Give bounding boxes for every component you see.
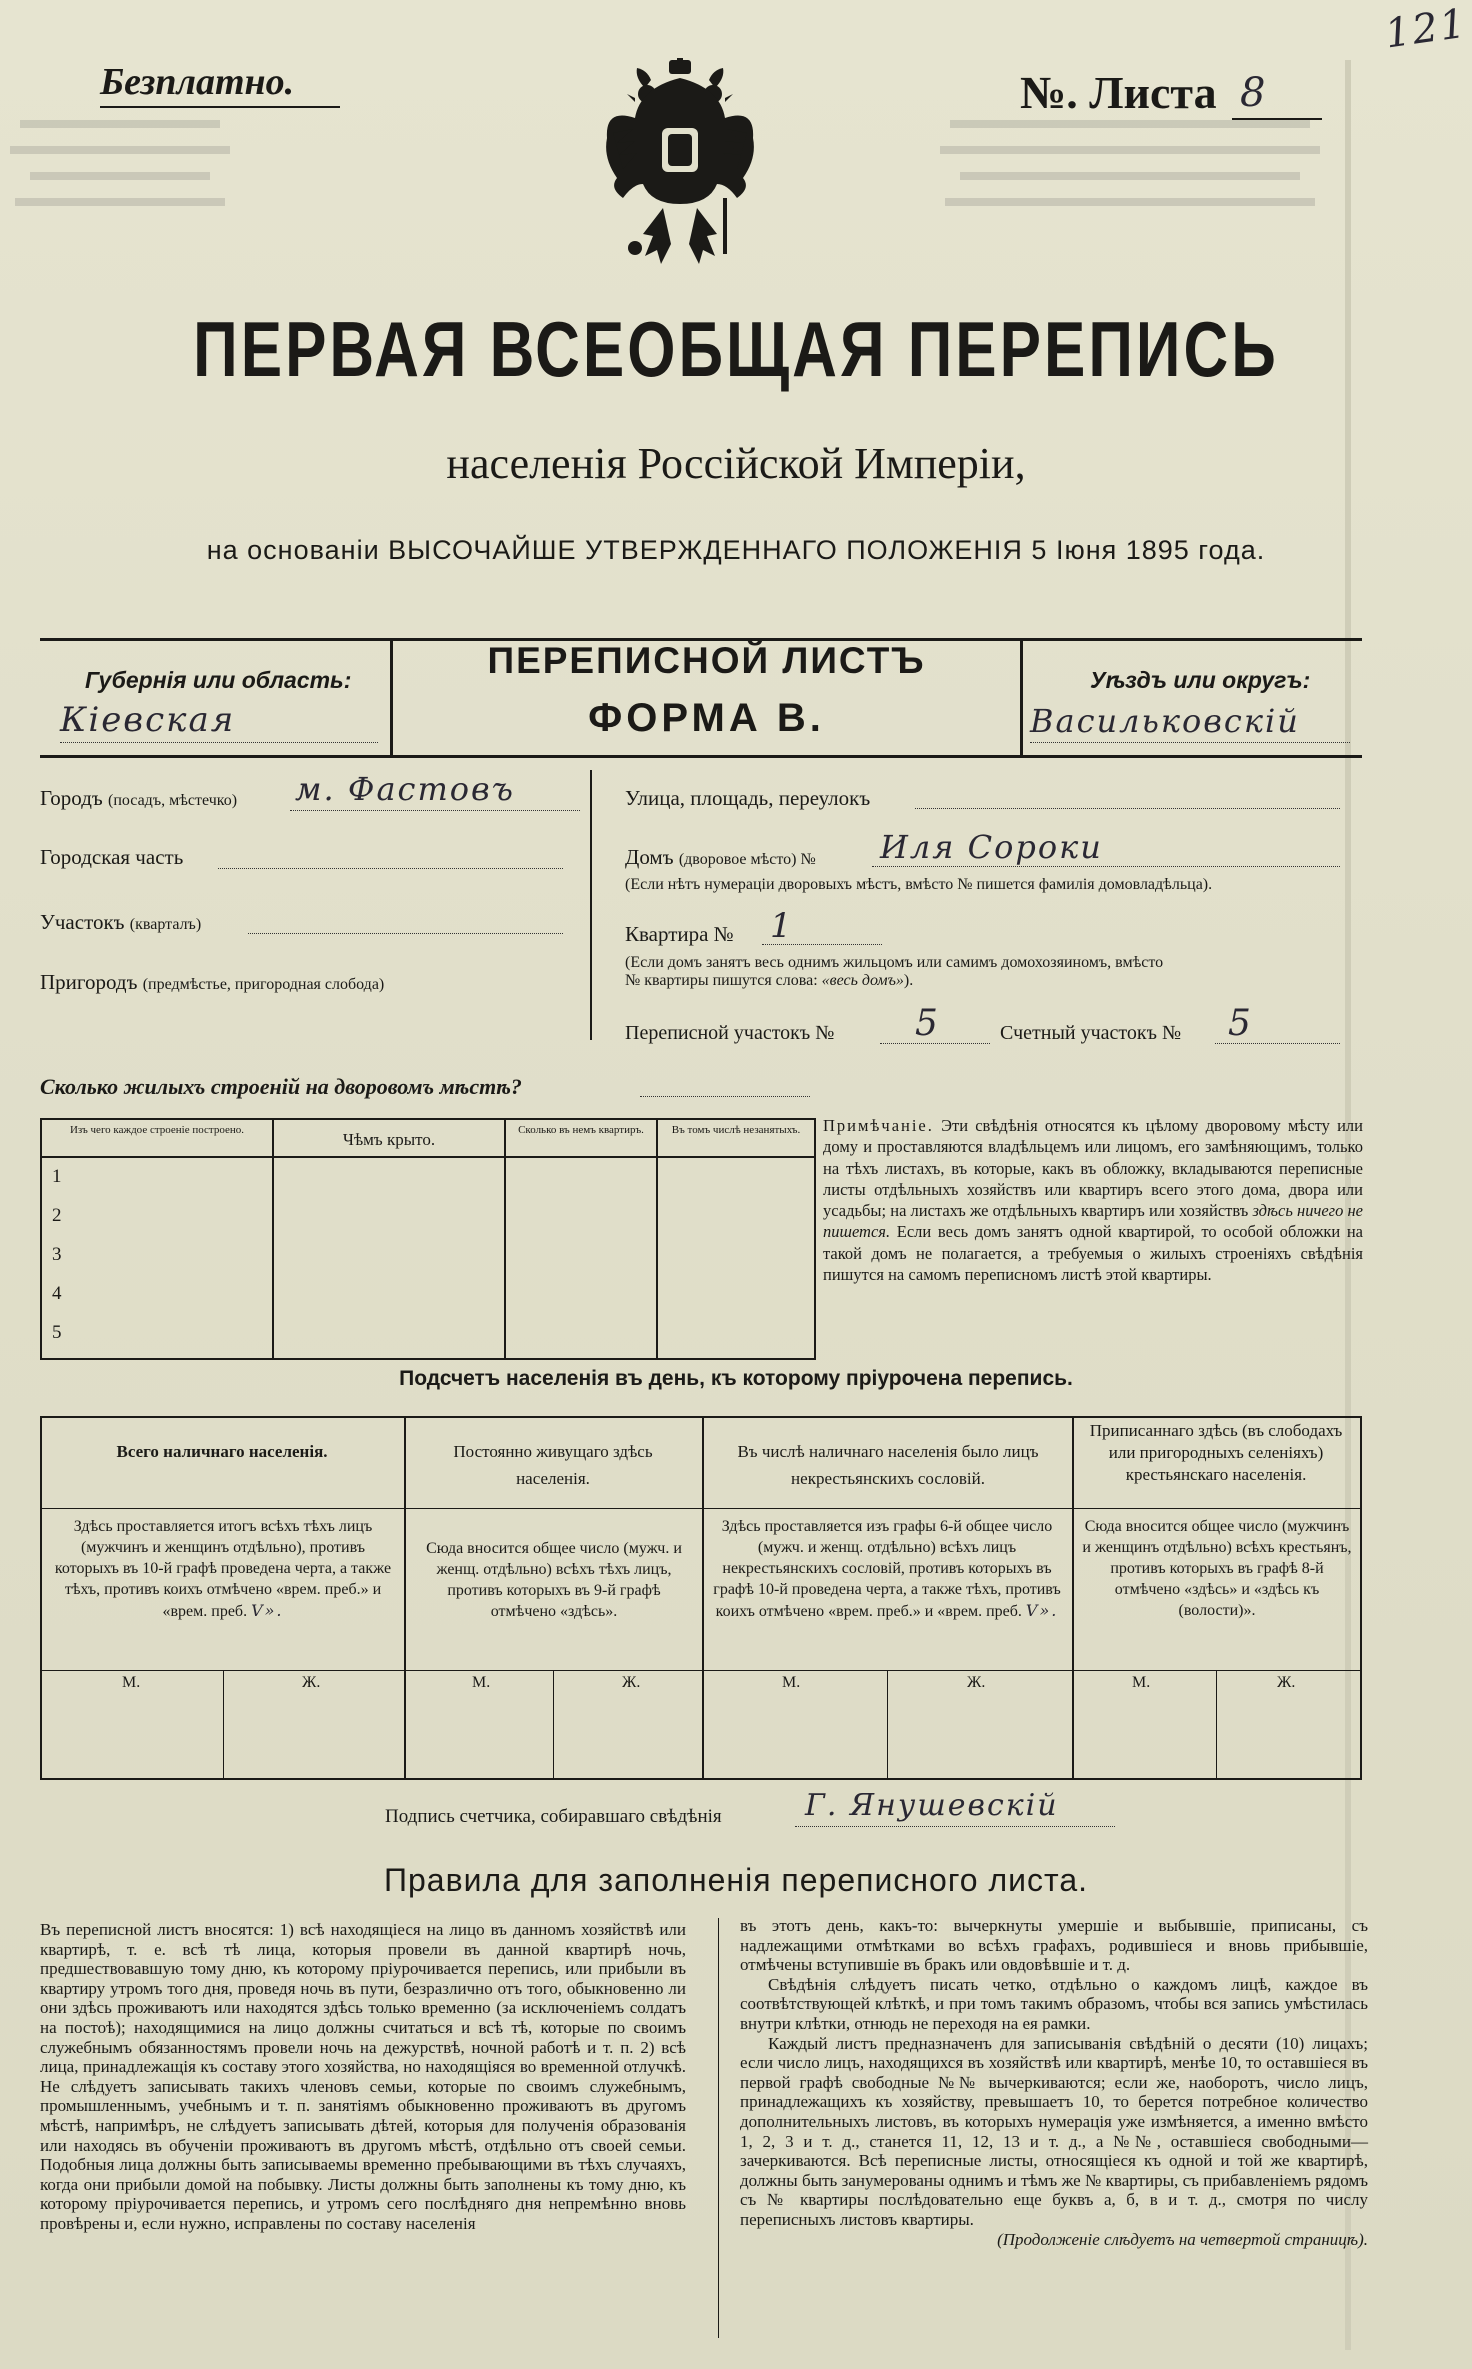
rules-continued: (Продолженіе слѣдуетъ на четвертой страницѣ). xyxy=(997,2229,1368,2249)
buildings-row-3: 3 xyxy=(52,1244,62,1265)
population-col-div-1 xyxy=(404,1418,406,1778)
pop-col-3-body: Здѣсь проставляется изъ графы 6-й общее число (мужч. и женщ. отдѣльно) всѣхъ лицъ некрестьянскихъ сословій, противъ которыхъ въ графѣ 10-й проведена черта, а также тѣхъ, противъ коихъ отмѣчено «врем. преб.» и «врем. преб. V». xyxy=(713,1518,1061,1620)
buildings-col-material: Изъ чего каждое строеніе построено. xyxy=(69,1124,245,1136)
main-subtitle: населенія Россійской Имперіи, xyxy=(446,439,1026,488)
rules-title: Правила для заполненія переписного листа. xyxy=(384,1862,1088,1898)
pop-col-1-female: Ж. xyxy=(302,1674,321,1691)
count-section-line xyxy=(1215,1043,1340,1044)
location-divider xyxy=(590,770,592,1040)
census-section-label: Переписной участокъ № xyxy=(625,1022,835,1044)
legal-basis: на основаніи ВЫСОЧАЙШЕ УТВЕРЖДЕННАГО ПОЛОЖЕНІЯ 5 Іюня 1895 года. xyxy=(206,535,1266,565)
free-underline xyxy=(100,106,340,108)
census-section-value: 5 xyxy=(915,1003,940,1044)
signature-label: Подпись счетчика, собиравшаго свѣдѣнія xyxy=(385,1806,722,1827)
buildings-col-roof: Чѣмъ крыто. xyxy=(342,1130,436,1149)
population-mf-div-4 xyxy=(1216,1670,1217,1778)
pop-col-3-female: Ж. xyxy=(967,1674,986,1691)
pop-col-2-female: Ж. xyxy=(622,1674,641,1691)
pop-col-4-female: Ж. xyxy=(1277,1674,1296,1691)
buildings-question-line xyxy=(640,1096,810,1097)
buildings-col-vacant: Въ томъ числѣ незанятыхъ. xyxy=(671,1124,801,1136)
sheet-number-label: №. Листа xyxy=(1020,67,1217,118)
population-mf-div-1 xyxy=(223,1670,224,1778)
house-field: Домъ (дворовое мѣсто) № xyxy=(625,845,816,869)
pop-col-4-head: Приписаннаго здѣсь (въ слободахъ или пригородныхъ селеніяхъ) крестьянскаго населенія. xyxy=(1089,1421,1343,1484)
census-section-line xyxy=(880,1043,990,1044)
district-value: Васильковскій xyxy=(1030,702,1300,740)
district-label: Уѣздъ или округъ: xyxy=(1090,667,1311,693)
buildings-row-4: 4 xyxy=(52,1283,62,1304)
count-section-value: 5 xyxy=(1228,1003,1253,1044)
rules-right-column xyxy=(740,1916,1368,2249)
signature-line xyxy=(795,1826,1115,1827)
buildings-header-rule xyxy=(42,1156,814,1158)
buildings-row-2: 2 xyxy=(52,1205,62,1226)
house-value: Иля Сороки xyxy=(880,828,1103,866)
form-box-bottom xyxy=(40,755,1362,758)
rules-right-para-3: Каждый листъ предназначенъ для записыванія свѣдѣній о десяти (10) лицахъ; если число лицъ, находящихся въ хозяйствѣ или квартирѣ, менѣе 10, то оставшіеся въ первой графѣ свободные №№ вычеркиваются; если же, наоборотъ, число лицъ, принадлежащихъ къ хозяйству, превышаетъ 10, то берется потребное количество дополнительныхъ листовъ, въ которыхъ нумерація уже измѣняется, а именно вмѣсто 1, 2, 3 и т. д., станется 11, 12, 13 и т. д., а №№, оставшіеся свободными—зачеркиваются. Всѣ переписные листы, относящіеся къ одной и той же квартирѣ, должны быть занумерованы однимъ и тѣмъ же № квартиры, съ прибавленіемъ рядомъ съ № квартиры послѣдовательно еще буквъ а, б, в и т. д., смотря по числу переписныхъ листовъ квартиры. xyxy=(740,2033,1368,2229)
rules-right-para-2: Свѣдѣнія слѣдуетъ писать четко, отдѣльно о каждомъ лицѣ, каждое въ соотвѣтствующей клѣткѣ, и при томъ такимъ образомъ, чтобы вся запись умѣстилась внутри клѣтки, отнюдь не переходя на ея рамки. xyxy=(740,1974,1368,2033)
pop-col-1-body: Здѣсь проставляется итогъ всѣхъ тѣхъ лицъ (мужчинъ и женщинъ отдѣльно), противъ которыхъ въ 10-й графѣ проведена черта, а также тѣхъ, противъ коихъ отмѣчено «врем. преб.» и «врем. преб. V». xyxy=(54,1518,392,1620)
house-note: (Если нѣтъ нумераціи дворовыхъ мѣстъ, вмѣсто № пишется фамилія домовладѣльца). xyxy=(625,876,1213,893)
pop-col-2-body: Сюда вносится общее число (мужч. и женщ. отдѣльно) всѣхъ тѣхъ лицъ, противъ которыхъ въ 9-й графѣ отмѣчено «здѣсь». xyxy=(426,1540,682,1620)
population-mf-rule xyxy=(42,1670,1360,1671)
bleed-through-text-right xyxy=(930,110,1330,260)
district-line xyxy=(1030,742,1350,743)
archive-folio-number: 121 xyxy=(1382,0,1471,58)
precinct-line xyxy=(248,933,563,934)
town-line xyxy=(290,810,580,811)
population-head-rule xyxy=(42,1508,1360,1509)
population-mf-div-3 xyxy=(887,1670,888,1778)
count-section-label: Счетный участокъ № xyxy=(1000,1022,1182,1044)
pop-col-2-head: Постоянно живущаго здѣсь населенія. xyxy=(453,1442,653,1488)
population-col-div-3 xyxy=(1072,1418,1074,1778)
buildings-table xyxy=(40,1118,816,1360)
bleed-through-text xyxy=(0,110,240,260)
pop-col-3-head: Въ числѣ наличнаго населенія было лицъ некрестьянскихъ сословій. xyxy=(737,1442,1039,1488)
house-line xyxy=(872,866,1340,867)
rules-left-column: Въ переписной листъ вносятся: 1) всѣ находящіеся на лицо въ данномъ хозяйствѣ или квартирѣ, т. е. всѣ тѣ лица, которыя провели въ данной квартирѣ ночь, предшествовавшую тому дню, къ которому пріурочивается перепись, или прибыли въ квартиру утромъ того дня, проведя ночь въ пути, безразлично отъ того, обыкновенно ли они здѣсь проживаютъ или находятся здѣсь только временно (за исключеніемъ солдатъ на постоѣ); находящимися на лицо должны считаться и всѣ тѣ, которые по своимъ служебнымъ обязанностямъ провели ночь на дежурствѣ, ночной работѣ и т. п. 2) всѣ лица, принадлежащія къ составу этого хозяйства, но находящіяся во временной отлучкѣ. Не слѣдуетъ записывать такихъ членовъ семьи, которые по своимъ служебнымъ, промышленнымъ, учебнымъ и т. п. занятіямъ обыкновенно проживаютъ въ другомъ мѣстѣ, напримѣръ, не слѣдуетъ записывать дѣтей, которыя для полученія образованія или находясь въ обученіи проживаютъ въ другомъ мѣстѣ, отдѣльно отъ своей семьи. Подобныя лица должны быть записываемы временно пребывающими въ тѣхъ случаяхъ, когда они прибыли домой на побывку. Листы должны быть заполнены къ тому дню, къ которому пріурочивается перепись, и утромъ сего послѣдняго дня непремѣнно вновь провѣрены и, если нужно, исправлены по составу населенія xyxy=(40,1920,686,2233)
main-title: ПЕРВАЯ ВСЕОБЩАЯ ПЕРЕПИСЬ xyxy=(193,307,1279,394)
city-part-line xyxy=(218,868,563,869)
form-box-div-2 xyxy=(1020,638,1023,758)
free-label: Безплатно. xyxy=(100,61,295,103)
precinct-field: Участокъ (кварталъ) xyxy=(40,910,202,934)
province-value: Кіевская xyxy=(60,700,236,740)
suburb-field: Пригородъ (предмѣстье, пригородная слобода) xyxy=(40,970,385,994)
apartment-line xyxy=(762,944,882,945)
apartment-label: Квартира № xyxy=(625,922,734,946)
pop-col-4-male: М. xyxy=(1132,1674,1151,1691)
buildings-row-5: 5 xyxy=(52,1322,62,1343)
pop-col-3-male: М. xyxy=(782,1674,801,1691)
apartment-note: (Если домъ занятъ весь однимъ жильцомъ или самимъ домохозяиномъ, вмѣсто № квартиры пишутся слова: «весь домъ»). xyxy=(625,954,1164,989)
town-field: Городъ (посадъ, мѣстечко) xyxy=(40,786,238,810)
buildings-note: Примѣчаніе. Эти свѣдѣнія относятся къ цѣлому дворовому мѣсту или дому и проставляются владѣльцемъ или лицомъ, его замѣняющимъ, только на тѣхъ листахъ, въ которые, какъ въ обложку, вкладываются переписные листы отдѣльныхъ хозяйствъ или квартиръ всего этого дома, двора или усадьбы; на листахъ же отдѣльныхъ квартиръ или хозяйствъ здѣсь ничего не пишется. Если весь домъ занятъ одной квартирой, то особой обложки на такой домъ не полагается, а требуемыя о жилыхъ строеніяхъ свѣдѣнія пишутся на самомъ переписномъ листѣ этой квартиры. xyxy=(823,1116,1364,1285)
signature-value: Г. Янушевскій xyxy=(805,1788,1059,1823)
population-title: Подсчетъ населенія въ день, къ которому пріурочена перепись. xyxy=(399,1367,1073,1390)
province-label: Губернія или область: xyxy=(85,667,352,693)
population-col-div-2 xyxy=(702,1418,704,1778)
pop-col-4-body: Сюда вносится общее число (мужчинъ и женщинъ отдѣльно) всѣхъ крестьянъ, противъ которыхъ въ графѣ 8-й отмѣчено «здѣсь» и «здѣсь къ (волости)». xyxy=(1082,1518,1352,1619)
form-name: ФОРМА В. xyxy=(588,696,825,740)
rules-right-para-1: въ этотъ день, какъ-то: вычеркнуты умершіе и выбывшіе, приписаны, съ надлежащими отмѣтками во всѣхъ графахъ, родившіеся и вновь прибывшіе, отмѣчены вступившіе въ бракъ или овдовѣвшіе и т. д. xyxy=(740,1916,1368,1975)
buildings-col-apartments: Сколько въ немъ квартиръ. xyxy=(518,1124,644,1136)
pop-col-1-male: М. xyxy=(122,1674,141,1691)
pop-col-1-head: Всего наличнаго населенія. xyxy=(116,1442,328,1461)
population-mf-div-2 xyxy=(553,1670,554,1778)
sheet-title: ПЕРЕПИСНОЙ ЛИСТЪ xyxy=(487,640,926,681)
sheet-number-line xyxy=(1232,118,1322,120)
street-label: Улица, площадь, переулокъ xyxy=(625,786,871,810)
buildings-question: Сколько жилыхъ строеній на дворовомъ мѣстѣ? xyxy=(40,1074,522,1099)
apartment-value: 1 xyxy=(770,906,794,946)
imperial-eagle-emblem xyxy=(605,58,755,288)
rules-column-divider xyxy=(718,1918,719,2338)
pop-col-2-male: М. xyxy=(472,1674,491,1691)
street-line xyxy=(915,808,1340,809)
population-table xyxy=(40,1416,1362,1780)
buildings-row-1: 1 xyxy=(52,1166,62,1187)
sheet-number-value: 8 xyxy=(1240,70,1268,116)
city-part-label: Городская часть xyxy=(40,845,184,869)
town-value: м. Фастовъ xyxy=(295,770,515,808)
province-line xyxy=(60,742,378,743)
